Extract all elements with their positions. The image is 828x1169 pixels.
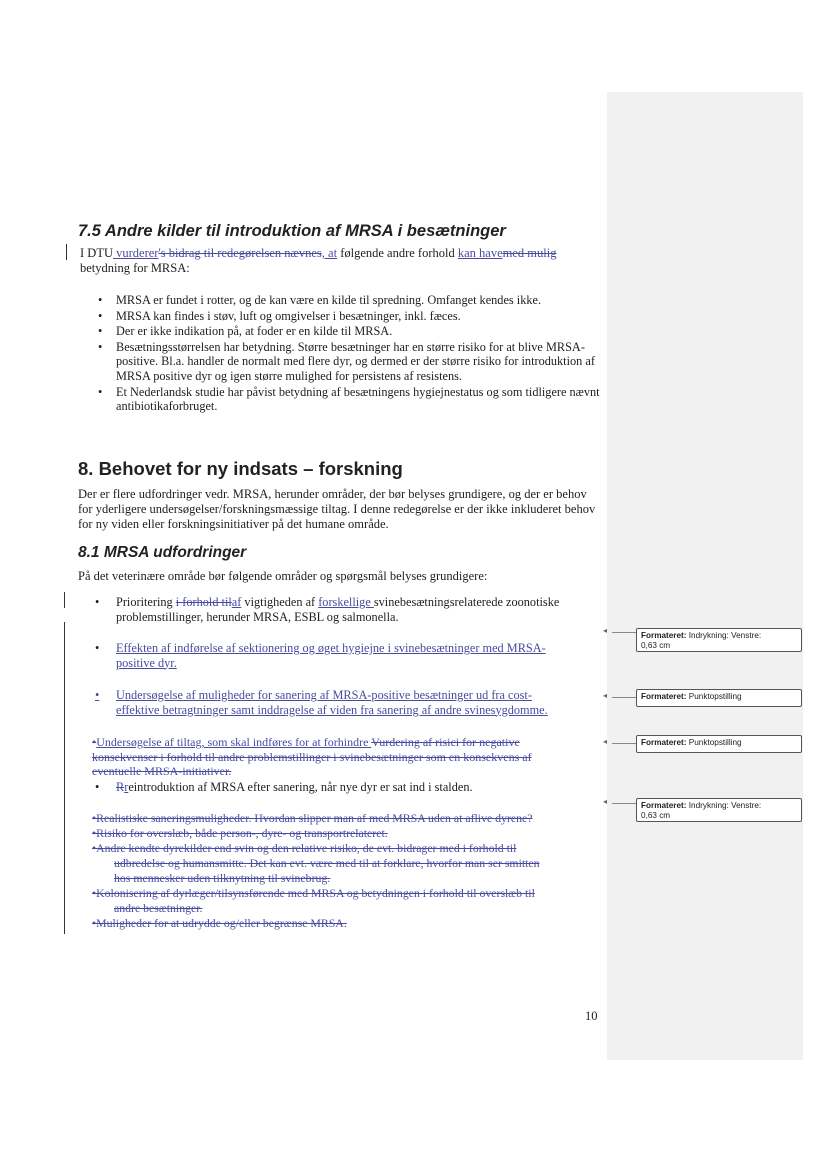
bullet-marker: • [95, 780, 100, 794]
intro-paragraph-7-5: I DTU vurderer's bidrag til redegørelsen nævnes, at følgende andre forhold kan havemed mulig betydning for MRSA: [80, 246, 557, 275]
comment-connector [612, 632, 636, 633]
comment-connector [612, 803, 636, 804]
list-item: • MRSA er fundet i rotter, og de kan være en kilde til spredning. Omfanget kendes ikke. [94, 293, 608, 308]
bullet-marker: • [95, 595, 100, 609]
list-item-tiltag: •Undersøgelse af tiltag, som skal indføres for at forhindre Vurdering af risici for negative konsekvenser i forhold til andre problemstillinger i svinebesætninger som en konsekvens af eventuelle MRSA-initiativer. [92, 735, 532, 779]
comment-connector [612, 743, 636, 744]
change-bar [66, 244, 67, 260]
intro-paragraph-8-1: På det veterinære område bør følgende områder og spørgsmål belyses grundigere: [78, 569, 488, 583]
deleted-line: udbredelse og humansmitte. Det kan evt. være med til at forklare, hvorfor man ser smitten [114, 856, 540, 870]
deleted-line: hos mennesker uden tilknytning til svinebrug. [114, 871, 331, 885]
section-heading-7-5: 7.5 Andre kilder til introduktion af MRSA i besætninger [78, 222, 506, 240]
bullet-list-7-5 [94, 293, 608, 415]
list-item-prioritering: Prioritering i forhold tilaf vigtigheden af forskellige svinebesætningsrelaterede zoonotiske problemstillinger, herunder MRSA, ESBL og salmonella. [116, 595, 560, 624]
deleted-line: •Realistiske saneringsmuligheder. Hvordan slipper man af med MRSA uden at aflive dyrene? [92, 811, 533, 825]
list-item-reintroduktion: Rreintroduktion af MRSA efter sanering, når nye dyr er sat ind i stalden. [116, 780, 473, 794]
body-paragraph-8: Der er flere udfordringer vedr. MRSA, herunder områder, der bør belyses grundigere, og der er behov for yderligere undersøgelser/forskningsmæssige tiltag. I denne redegørelse er der ikke inkluderet behov for ny viden eller forskningsinitiativer på det humane område. [78, 487, 596, 531]
arrow-icon: ◂ [603, 626, 608, 635]
arrow-icon: ◂ [603, 797, 608, 806]
section-heading-8-1: 8.1 MRSA udfordringer [78, 544, 247, 561]
arrow-icon: ◂ [603, 737, 608, 746]
deleted-line: •Andre kendte dyrekilder end svin og den relative risiko, de evt. bidrager med i forhold til [92, 841, 517, 855]
page-number: 10 [585, 1009, 598, 1023]
comment-balloon-formatting[interactable]: Formateret: Punktopstilling [636, 689, 802, 707]
change-bar [64, 622, 65, 934]
list-item-undersoegelse-sanering: Undersøgelse af muligheder for sanering af MRSA-positive besætninger ud fra cost- effektive betragtninger samt inddragelse af viden fra sanering af andre svinesygdomme. [116, 688, 548, 717]
deleted-line: •Muligheder for at udrydde og/eller begrænse MRSA. [92, 916, 347, 930]
section-heading-8: 8. Behovet for ny indsats – forskning [78, 458, 403, 479]
deleted-line: •Risiko for overslæb, både person-, dyre- og transportrelateret. [92, 826, 388, 840]
comment-connector [612, 697, 636, 698]
deleted-items-block [92, 811, 602, 931]
comment-balloon-formatting[interactable]: Formateret: Indrykning: Venstre: 0,63 cm [636, 798, 802, 822]
comment-balloon-formatting[interactable]: Formateret: Punktopstilling [636, 735, 802, 753]
list-item-effekten: Effekten af indførelse af sektionering og øget hygiejne i svinebesætninger med MRSA- positive dyr. [116, 641, 546, 670]
list-item: • MRSA kan findes i støv, luft og omgivelser i besætninger, inkl. fæces. [94, 309, 608, 324]
list-item: • Der er ikke indikation på, at foder er en kilde til MRSA. [94, 324, 608, 339]
list-item: • Et Nederlandsk studie har påvist betydning af besætningens hygiejnestatus og som tidligere nævnt antibiotikaforbruget. [94, 385, 608, 414]
change-bar [64, 592, 65, 608]
markup-margin-pane [607, 92, 803, 1060]
list-item: • Besætningsstørrelsen har betydning. Større besætninger har en større risiko for at blive MRSA-positive. Bl.a. handler de normalt med flere dyr, og dermed er der større risiko for introduktion af MRSA positive dyr og igen større mulighed for persistens af resistens. [94, 340, 608, 384]
comment-balloon-formatting[interactable]: Formateret: Indrykning: Venstre: 0,63 cm [636, 628, 802, 652]
arrow-icon: ◂ [603, 691, 608, 700]
bullet-marker: • [95, 641, 100, 655]
deleted-line: andre besætninger. [114, 901, 203, 915]
deleted-line: •Kolonisering af dyrlæger/tilsynsførende med MRSA og betydningen i forhold til overslæb til [92, 886, 535, 900]
bullet-marker: • [95, 688, 100, 702]
